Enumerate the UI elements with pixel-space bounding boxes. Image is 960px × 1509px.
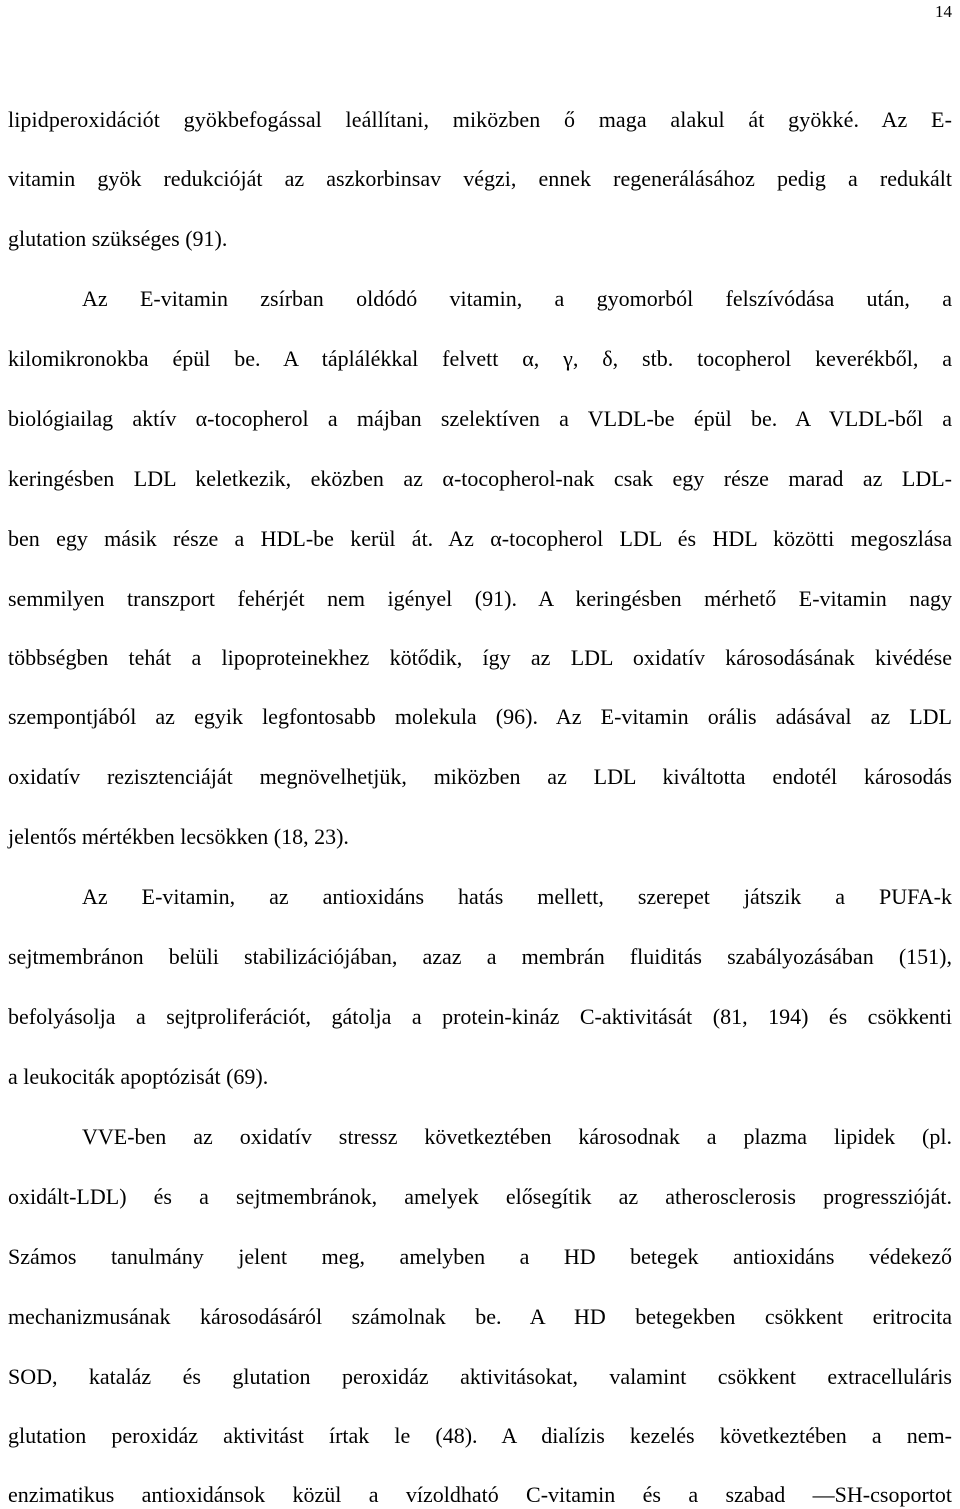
- text-line: többségben tehát a lipoproteinekhez kötődik, így az LDL oxidatív károsodásának kivédése: [8, 645, 952, 670]
- text-line: VVE-ben az oxidatív stressz következtében károsodnak a plazma lipidek (pl.: [82, 1124, 952, 1149]
- text-line: SOD, kataláz és glutation peroxidáz aktivitásokat, valamint csökkent extracelluláris: [8, 1364, 952, 1389]
- page-number: 14: [935, 2, 952, 21]
- text-line: ben egy másik része a HDL-be kerül át. Az α-tocopherol LDL és HDL közötti megoszlása: [8, 526, 952, 551]
- text-line: kilomikronokba épül be. A táplálékkal felvett α, γ, δ, stb. tocopherol keverékből, a: [8, 346, 952, 371]
- text-line: oxidatív rezisztenciáját megnövelhetjük, miközben az LDL kiváltotta endotél károsodás: [8, 764, 952, 789]
- text-line: keringésben LDL keletkezik, eközben az α-tocopherol-nak csak egy része marad az LDL-: [8, 466, 952, 491]
- text-line: glutation peroxidáz aktivitást írtak le (48). A dialízis kezelés következtében a nem-: [8, 1423, 952, 1448]
- text-line: Az E-vitamin zsírban oldódó vitamin, a gyomorból felszívódása után, a: [82, 286, 952, 311]
- text-line: sejtmembránon belüli stabilizációjában, azaz a membrán fluiditás szabályozásában (151),: [8, 944, 952, 969]
- text-line: befolyásolja a sejtproliferációt, gátolja a protein-kináz C-aktivitását (81, 194) és csökkenti: [8, 1004, 952, 1029]
- text-line: mechanizmusának károsodásáról számolnak be. A HD betegekben csökkent eritrocita: [8, 1304, 952, 1329]
- text-line: szempontjából az egyik legfontosabb molekula (96). Az E-vitamin orális adásával az LDL: [8, 704, 952, 729]
- text-line: Számos tanulmány jelent meg, amelyben a HD betegek antioxidáns védekező: [8, 1244, 952, 1269]
- text-line: semmilyen transzport fehérjét nem igényel (91). A keringésben mérhető E-vitamin nagy: [8, 586, 952, 611]
- text-line: Az E-vitamin, az antioxidáns hatás mellett, szerepet játszik a PUFA-k: [82, 884, 952, 909]
- text-line: a leukociták apoptózisát (69).: [8, 1064, 269, 1089]
- text-line: jelentős mértékben lecsökken (18, 23).: [8, 824, 349, 849]
- text-line: biológiailag aktív α-tocopherol a májban szelektíven a VLDL-be épül be. A VLDL-ből a: [8, 406, 952, 431]
- text-line: vitamin gyök redukcióját az aszkorbinsav végzi, ennek regenerálásához pedig a redukált: [8, 166, 952, 191]
- text-line: glutation szükséges (91).: [8, 226, 228, 251]
- text-line: lipidperoxidációt gyökbefogással leállítani, miközben ő maga alakul át gyökké. Az E-: [8, 107, 952, 132]
- text-line: oxidált-LDL) és a sejtmembránok, amelyek elősegítik az atherosclerosis progresszióját.: [8, 1184, 952, 1209]
- text-line: enzimatikus antioxidánsok közül a vízoldható C-vitamin és a szabad —SH-csoportot: [8, 1482, 952, 1507]
